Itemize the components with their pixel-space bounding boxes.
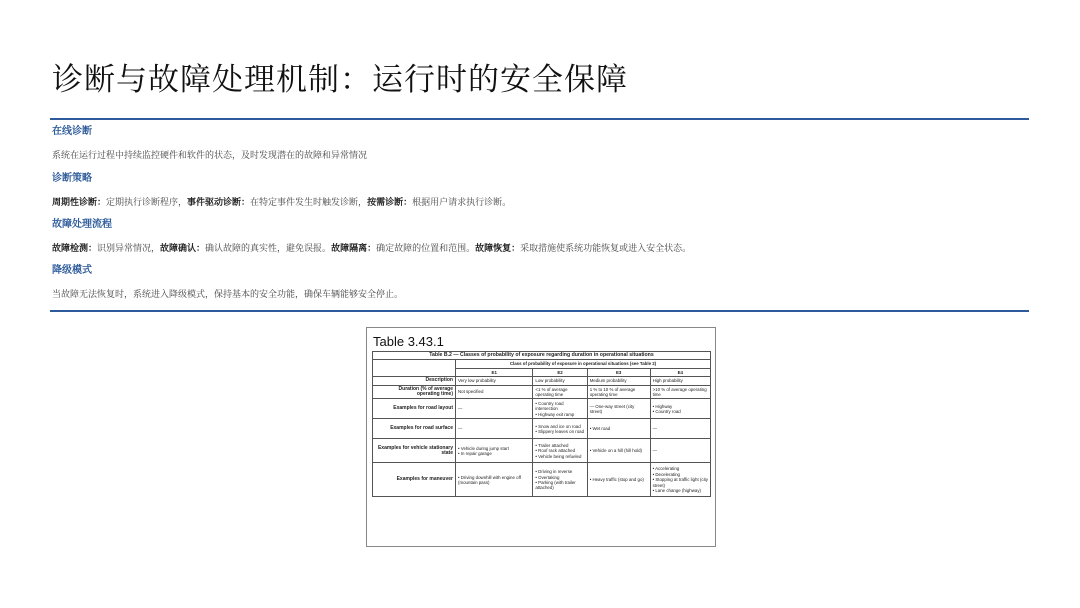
standard-table-image <box>366 327 716 547</box>
cell-line: • Roof rack attached <box>535 448 576 454</box>
table-cell <box>650 419 710 439</box>
row-header: Duration (% of average operating time) <box>373 385 456 399</box>
section-text: 当故障无法恢复时，系统进入降级模式，保持基本的安全功能，确保车辆能够安全停止。 <box>52 290 404 300</box>
item-label: 故障隔离： <box>331 244 377 254</box>
table-row <box>373 419 711 439</box>
cell-line: • Country road intersection <box>535 400 564 412</box>
table-cell <box>650 439 710 463</box>
row-header: Examples for vehicle stationary state <box>373 439 456 463</box>
table-group-header: Class of probability of exposure in operational situations (see Table 2) <box>456 360 711 368</box>
cell-line: • Highway exit ramp <box>535 411 575 417</box>
cell-line: • Lane change (highway) <box>652 488 701 494</box>
cell-line: Very low probability <box>458 378 496 384</box>
page-title: 诊断与故障处理机制：运行时的安全保障 <box>52 62 628 98</box>
table-cell <box>587 463 650 497</box>
cell-line: Low probability <box>535 378 565 384</box>
item-label: 按需诊断： <box>367 198 413 208</box>
cell-line: • Vehicle being refueled <box>535 453 582 459</box>
table-cell <box>650 463 710 497</box>
column-header: E1 <box>456 368 533 376</box>
table-corner-cell <box>373 360 456 377</box>
cell-line: • Parking (with trailer attached) <box>535 479 576 491</box>
table-cell <box>533 439 587 463</box>
cell-line: — <box>458 426 463 432</box>
cell-line: — <box>652 426 657 432</box>
section-heading: 诊断策略 <box>52 173 92 184</box>
table-cell <box>650 377 710 385</box>
section-online-diagnosis <box>52 126 367 162</box>
table-cell <box>533 385 587 399</box>
cell-line: Medium probability <box>589 378 627 384</box>
cell-line: • Wet road <box>589 426 611 432</box>
row-header: Examples for road layout <box>373 399 456 419</box>
item-text: 确认故障的真实性，避免误报。 <box>205 244 332 254</box>
cell-line: >10 % of average operating time <box>652 386 707 398</box>
table-row <box>373 377 711 385</box>
section-heading: 在线诊断 <box>52 126 92 137</box>
column-header: E3 <box>587 368 650 376</box>
cell-line: • Overtaking <box>535 474 560 480</box>
item-text: 识别异常情况， <box>97 244 161 254</box>
table-cell <box>587 385 650 399</box>
cell-line: 1 % to 10 % of average operating time <box>589 386 636 398</box>
table-cell <box>456 377 533 385</box>
item-label: 故障恢复： <box>475 244 521 254</box>
cell-line: • Stopping at traffic light (city street) <box>652 477 708 488</box>
cell-line: • Snow and ice on road <box>535 423 581 429</box>
item-text: 在特定事件发生时触发诊断， <box>250 198 368 208</box>
row-header: Examples for road surface <box>373 419 456 439</box>
section-diagnosis-strategy <box>52 173 511 209</box>
cell-line: <1 % of average operating time <box>535 386 568 398</box>
cell-line: — One-way street (city street) <box>589 403 635 414</box>
table-cell <box>650 385 710 399</box>
section-fault-handling <box>52 219 691 255</box>
table-row <box>373 399 711 419</box>
table-cell <box>533 399 587 419</box>
section-heading: 故障处理流程 <box>52 219 112 230</box>
table-cell <box>533 463 587 497</box>
table-cell <box>456 439 533 463</box>
table-cell <box>456 463 533 497</box>
title-divider <box>50 118 1029 120</box>
item-label: 事件驱动诊断： <box>187 198 251 208</box>
table-cell <box>587 377 650 385</box>
table-title-row <box>373 352 711 360</box>
table-cell <box>456 419 533 439</box>
table-cell <box>587 419 650 439</box>
cell-line: • Country road <box>652 408 681 414</box>
item-text: 定期执行诊断程序， <box>106 198 188 208</box>
table-row <box>373 463 711 497</box>
item-label: 周期性诊断： <box>52 198 107 208</box>
cell-line: — <box>652 448 657 454</box>
table-cell <box>456 385 533 399</box>
item-text: 根据用户请求执行诊断。 <box>412 198 512 208</box>
cell-line: • In repair garage <box>458 450 492 456</box>
item-text: 确定故障的位置和范围。 <box>376 244 476 254</box>
item-text: 采取措施使系统功能恢复或进入安全状态。 <box>520 244 692 254</box>
table-cell <box>533 377 587 385</box>
cell-line: • Trailer attached <box>535 442 569 448</box>
column-header: E2 <box>533 368 587 376</box>
table-group-row <box>373 360 711 368</box>
exposure-table <box>372 351 711 497</box>
cell-line: • Highway <box>652 403 673 409</box>
table-title: Table B.2 — Classes of probability of exposure regarding duration in operational situations <box>373 352 711 360</box>
table-row <box>373 385 711 399</box>
section-text <box>52 197 511 209</box>
cell-line: • Driving downhill with engine off (mountain pass) <box>458 474 521 485</box>
cell-line: • Slippery leaves on road <box>535 428 585 434</box>
table-cell <box>587 399 650 419</box>
cell-line: • Accelerating <box>652 466 680 472</box>
section-text <box>52 243 691 255</box>
cell-line: • Decelerating <box>652 471 680 477</box>
section-degraded-mode <box>52 265 403 301</box>
cell-line: • Vehicle during jump start <box>458 445 509 451</box>
item-label: 故障确认： <box>160 244 206 254</box>
table-caption: Table 3.43.1 <box>373 334 444 349</box>
cell-line: • Driving in reverse <box>535 469 573 475</box>
cell-line: High probability <box>652 378 683 384</box>
table-cell <box>587 439 650 463</box>
table-cell <box>456 399 533 419</box>
cell-line: — <box>458 406 463 412</box>
table-cell <box>533 419 587 439</box>
cell-line: • Vehicle on a hill (hill hold) <box>589 448 642 454</box>
section-heading: 降级模式 <box>52 265 92 276</box>
cell-line: Not specified <box>458 389 484 395</box>
row-header: Examples for maneuver <box>373 463 456 497</box>
cell-line: • Heavy traffic (stop and go) <box>589 477 644 483</box>
row-header: Description <box>373 377 456 385</box>
table-cell <box>650 399 710 419</box>
item-label: 故障检测： <box>52 244 98 254</box>
table-row <box>373 439 711 463</box>
content-divider <box>50 310 1029 312</box>
column-header: E4 <box>650 368 710 376</box>
section-text: 系统在运行过程中持续监控硬件和软件的状态，及时发现潜在的故障和异常情况 <box>52 151 368 161</box>
